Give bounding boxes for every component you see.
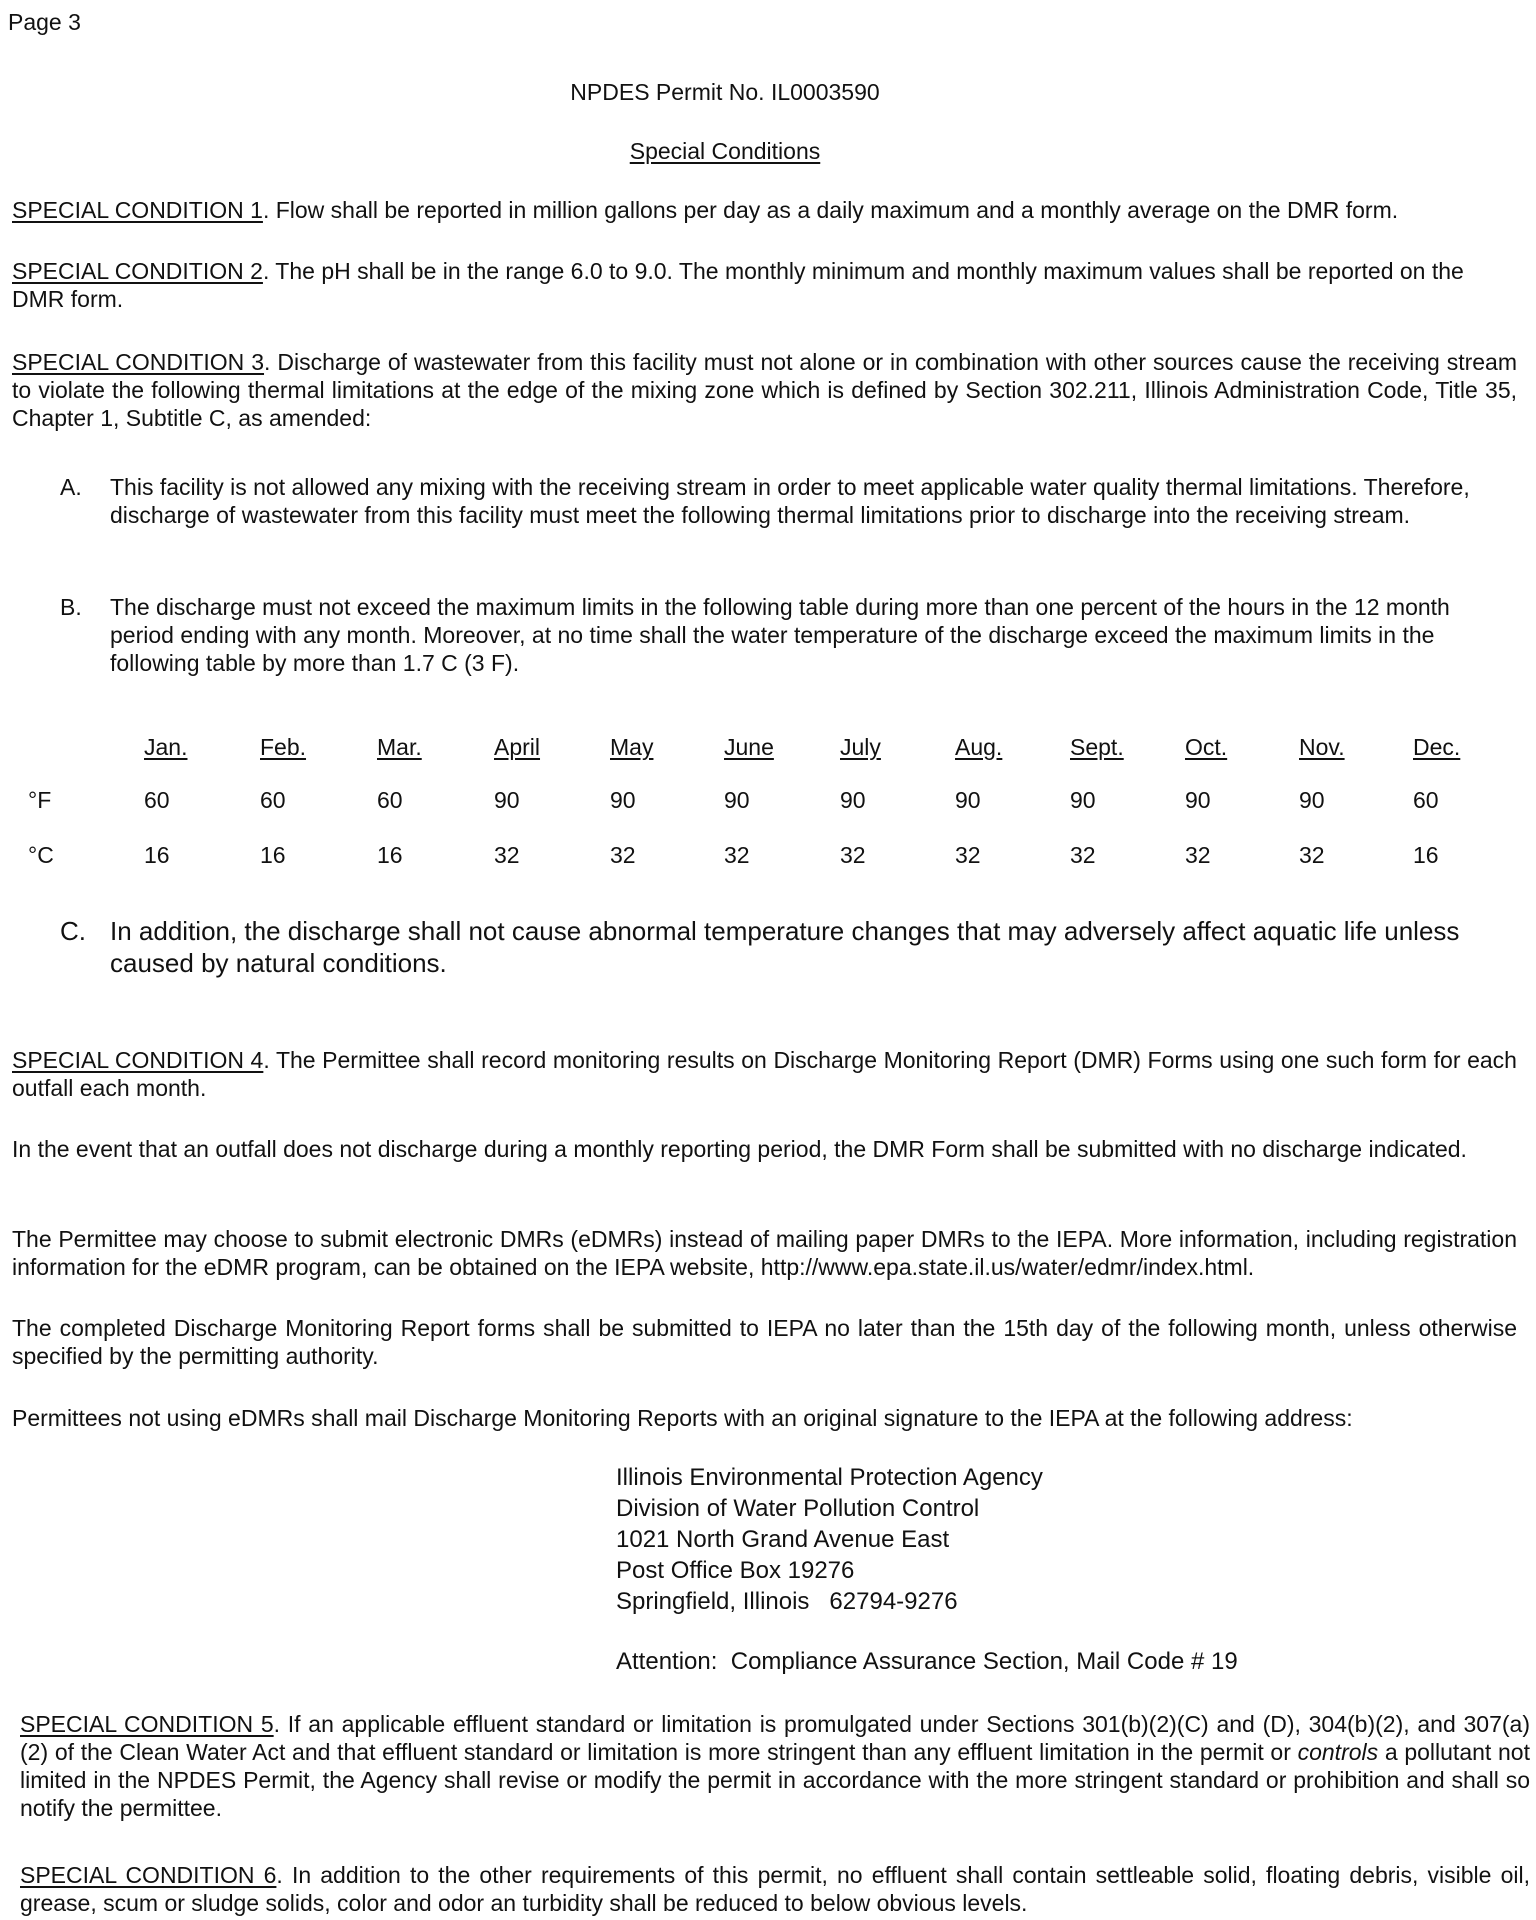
table-cell: 32 [1299, 841, 1325, 868]
permit-title: NPDES Permit No. IL0003590 [570, 79, 880, 105]
table-cell: 32 [494, 841, 520, 868]
month-header: July [840, 734, 881, 760]
address-line: Springfield, Illinois 62794-9276 [616, 1588, 958, 1615]
table-cell: 60 [377, 786, 403, 813]
month-header: June [724, 734, 774, 760]
table-cell: 90 [494, 786, 520, 813]
table-cell: 32 [724, 841, 750, 868]
condition-text: . The Permittee shall record monitoring results on Discharge Monitoring Report (DMR) Forms using one such form for each outfall each month. [12, 1047, 1517, 1101]
condition-label: SPECIAL CONDITION 1 [12, 197, 263, 223]
unit-label: °F [28, 786, 52, 813]
item-letter: A. [60, 474, 82, 500]
condition-4-paragraph-5: Permittees not using eDMRs shall mail Discharge Monitoring Reports with an original signature to the IEPA at the following address: [12, 1405, 1353, 1431]
special-condition-5 [20, 1710, 1530, 1822]
address-line: Post Office Box 19276 [616, 1557, 855, 1584]
month-header: May [610, 734, 654, 760]
special-condition-3 [12, 348, 1517, 432]
condition-text: . Discharge of wastewater from this facility must not alone or in combination with other sources cause the receiving stream to violate the following thermal limitations at the edge of the mixing zone which is defined by Section 302.211, Illinois Administration Code, Title 35, Chapter 1, Subtitle C, as amended: [12, 349, 1517, 431]
table-cell: 90 [1185, 786, 1211, 813]
table-corner-cell [28, 722, 144, 772]
condition-text: . In addition to the other requirements of this permit, no effluent shall contain settleable solid, floating debris, visible oil, grease, scum or sludge solids, color and odor an turbidity shall be reduced to below obvious levels. [20, 1862, 1530, 1916]
table-cell: 32 [840, 841, 866, 868]
condition-text: . If an applicable effluent standard or limitation is promulgated under Sections 301(b)(2)(C) and (D), 304(b)(2), and 307(a)(2) of the Clean Water Act and that effluent standard or limitation is more stringent than any effluent limitation in the permit or [20, 1711, 1530, 1765]
month-header: Sept. [1070, 734, 1124, 760]
table-cell: 32 [1185, 841, 1211, 868]
condition-4-paragraph-2: In the event that an outfall does not discharge during a monthly reporting period, the DMR Form shall be submitted with no discharge indicated. [12, 1136, 1467, 1162]
table-cell: 32 [610, 841, 636, 868]
table-cell: 90 [840, 786, 866, 813]
thermal-limits-table [28, 722, 1493, 882]
table-cell: 16 [144, 841, 170, 868]
item-letter: C. [60, 916, 86, 946]
condition-text-italic: controls [1297, 1739, 1379, 1765]
address-line: 1021 North Grand Avenue East [616, 1526, 950, 1553]
table-header-row [28, 722, 1493, 772]
table-cell: 60 [1413, 786, 1439, 813]
table-row [28, 827, 1493, 882]
item-text: This facility is not allowed any mixing with the receiving stream in order to meet applicable water quality thermal limitations. Therefore, discharge of wastewater from this facility must meet the following thermal limitations prior to discharge into the receiving stream. [110, 474, 1470, 528]
month-header: Mar. [377, 734, 422, 760]
address-line: Illinois Environmental Protection Agency [616, 1464, 1043, 1491]
special-condition-1 [12, 196, 1517, 224]
special-condition-2 [12, 257, 1517, 313]
month-header: Dec. [1413, 734, 1461, 760]
table-cell: 90 [955, 786, 981, 813]
condition-label: SPECIAL CONDITION 4 [12, 1047, 264, 1073]
condition-4-paragraph-3: The Permittee may choose to submit electronic DMRs (eDMRs) instead of mailing paper DMRs to the IEPA. More information, including registration information for the eDMR program, can be obtained on the IEPA website, http://www.epa.state.il.us/water/edmr/index.html. [12, 1226, 1517, 1280]
table-cell: 16 [377, 841, 403, 868]
table-cell: 60 [144, 786, 170, 813]
special-condition-6 [20, 1861, 1530, 1917]
month-header: Aug. [955, 734, 1003, 760]
condition-label: SPECIAL CONDITION 2 [12, 258, 263, 284]
condition-text: . The pH shall be in the range 6.0 to 9.0. The monthly minimum and monthly maximum values shall be reported on the DMR form. [12, 258, 1464, 312]
item-text: In addition, the discharge shall not cause abnormal temperature changes that may adversely affect aquatic life unless caused by natural conditions. [110, 916, 1460, 978]
month-header: April [494, 734, 541, 760]
unit-label: °C [28, 841, 54, 868]
condition-label: SPECIAL CONDITION 6 [20, 1862, 277, 1888]
special-condition-4 [12, 1046, 1517, 1102]
month-header: Jan. [144, 734, 188, 760]
table-cell: 90 [1070, 786, 1096, 813]
month-header: Feb. [260, 734, 307, 760]
mailing-address [616, 1462, 1043, 1617]
table-row [28, 772, 1493, 827]
item-text: The discharge must not exceed the maximum limits in the following table during more than one percent of the hours in the 12 month period ending with any month. Moreover, at no time shall the water temperature of the discharge exceed the maximum limits in the following table by more than 1.7 C (3 F). [110, 594, 1450, 676]
condition-4-paragraph-4: The completed Discharge Monitoring Report forms shall be submitted to IEPA no later than the 15th day of the following month, unless otherwise specified by the permitting authority. [12, 1315, 1517, 1369]
condition-label: SPECIAL CONDITION 3 [12, 349, 265, 375]
month-header: Oct. [1185, 734, 1228, 760]
table-cell: 16 [1413, 841, 1439, 868]
item-letter: B. [60, 594, 82, 620]
table-cell: 90 [610, 786, 636, 813]
condition-label: SPECIAL CONDITION 5 [20, 1711, 274, 1737]
condition-text: a pollutant not limited in the NPDES Permit, the Agency shall revise or modify the permit in accordance with the more stringent standard or prohibition and shall so notify the permittee. [20, 1739, 1530, 1821]
attention-line: Attention: Compliance Assurance Section, Mail Code # 19 [616, 1648, 1238, 1675]
section-title: Special Conditions [629, 138, 821, 164]
table-cell: 16 [260, 841, 286, 868]
condition-text: . Flow shall be reported in million gallons per day as a daily maximum and a monthly average on the DMR form. [262, 197, 1399, 223]
page-label: Page 3 [8, 9, 81, 35]
table-cell: 60 [260, 786, 286, 813]
table-cell: 90 [724, 786, 750, 813]
month-header: Nov. [1299, 734, 1345, 760]
table-cell: 32 [1070, 841, 1096, 868]
address-line: Division of Water Pollution Control [616, 1495, 980, 1522]
table-cell: 90 [1299, 786, 1325, 813]
table-cell: 32 [955, 841, 981, 868]
